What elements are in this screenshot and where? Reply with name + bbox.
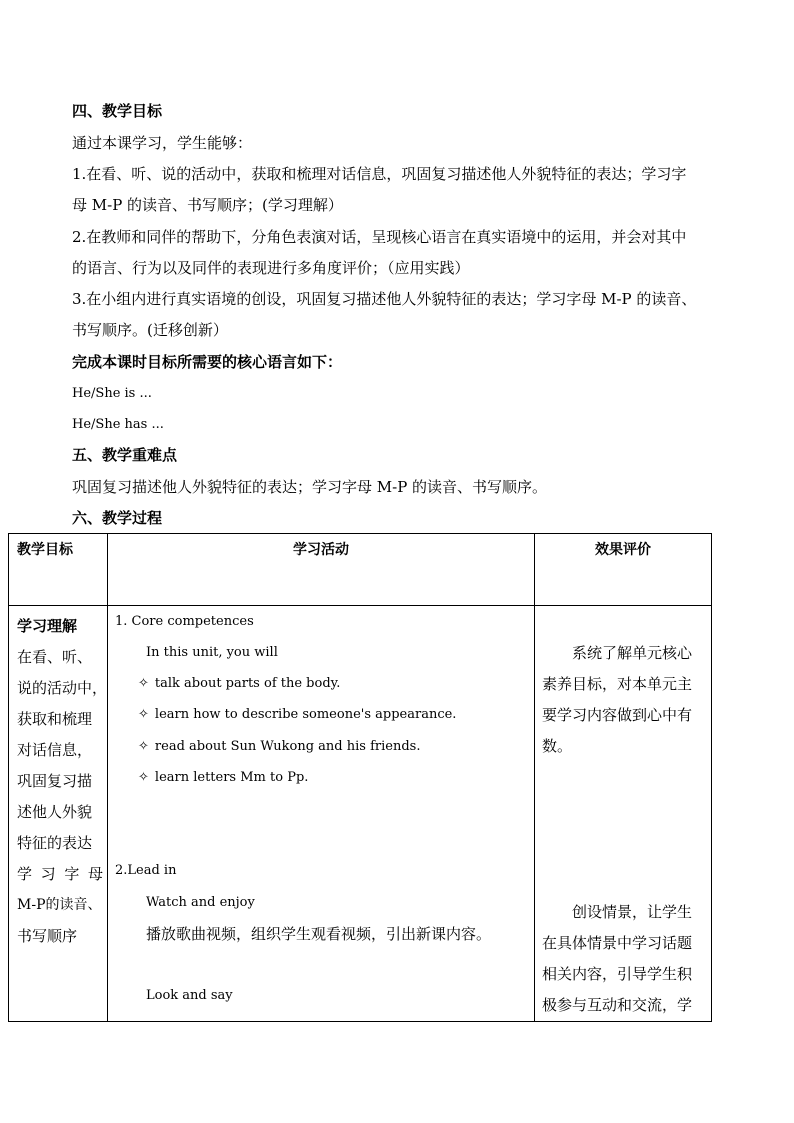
activity-1-intro: In this unit, you will [146, 645, 278, 660]
objective-1-line-2: 母 M-P 的读音、书写顺序；(学习理解） [72, 196, 343, 214]
header-evaluation: 效果评价 [595, 542, 651, 558]
evaluation-2 [542, 897, 706, 1021]
teaching-process-table [8, 533, 712, 1022]
activity-2-sub-1: Watch and enjoy [146, 895, 255, 910]
activity-2-title: 2.Lead in [115, 863, 177, 878]
objective-3-line-2: 书写顺序。(迁移创新） [72, 321, 228, 339]
evaluation-cell [535, 606, 712, 1022]
header-activity: 学习活动 [293, 542, 349, 558]
core-language-1: He/She is ... [72, 386, 152, 401]
header-goal: 教学目标 [17, 542, 73, 558]
evaluation-line: 在具体情景中学习话题 [542, 934, 693, 952]
objectives-intro: 通过本课学习，学生能够： [72, 134, 253, 152]
evaluation-line: 系统了解单元核心 [572, 644, 693, 662]
objective-2-line-1: 2.在教师和同伴的帮助下，分角色表演对话，呈现核心语言在真实语境中的运用，并会对其中 [72, 228, 687, 246]
section-heading-objectives: 四、教学目标 [72, 102, 163, 120]
header-cell-activity [108, 534, 535, 606]
diamond-bullet-icon: ✧ [138, 707, 149, 722]
key-points-text: 巩固复习描述他人外貌特征的表达；学习字母 M-P 的读音、书写顺序。 [72, 478, 548, 496]
list-item [138, 674, 340, 694]
goal-line: M-P的读音、 [17, 897, 102, 913]
objective-2-line-2: 的语言、行为以及同伴的表现进行多角度评价；（应用实践） [72, 259, 470, 277]
list-item-text: talk about parts of the body. [154, 676, 341, 691]
evaluation-line: 创设情景，让学生 [572, 903, 693, 921]
goal-title: 学习理解 [17, 617, 78, 635]
section-heading-key-points: 五、教学重难点 [72, 446, 178, 464]
list-item-text: learn how to describe someone's appearance. [154, 707, 457, 722]
goal-line: 对话信息， [17, 741, 93, 759]
header-cell-evaluation [535, 534, 712, 606]
evaluation-1 [542, 638, 706, 762]
activity-1-title: 1. Core competences [115, 614, 254, 629]
list-item [138, 705, 456, 725]
activity-2-sub-1-text: 播放歌曲视频，组织学生观看视频，引出新课内容。 [146, 925, 492, 943]
table-header-row [9, 534, 712, 606]
table-row [9, 606, 712, 1022]
activity-2-sub-2: Look and say [146, 988, 233, 1003]
evaluation-line: 相关内容，引导学生积 [542, 965, 693, 983]
diamond-bullet-icon: ✧ [138, 770, 149, 785]
goal-line: 获取和梳理 [17, 710, 93, 728]
goal-line: 述他人外貌 [17, 803, 93, 821]
goal-line: 说的活动中， [17, 679, 108, 697]
goal-cell [9, 606, 108, 1022]
header-cell-goal [9, 534, 108, 606]
evaluation-line: 极参与互动和交流，学 [542, 996, 693, 1014]
goal-line: 特征的表达 [17, 834, 93, 852]
core-language-2: He/She has ... [72, 417, 164, 432]
diamond-bullet-icon: ✧ [138, 676, 149, 691]
goal-line: 在看、听、 [17, 648, 93, 666]
core-language-heading: 完成本课时目标所需要的核心语言如下： [72, 353, 343, 371]
goal-line: 巩固复习描 [17, 772, 93, 790]
activity-cell [108, 606, 535, 1022]
evaluation-line: 要学习内容做到心中有 [542, 706, 693, 724]
objective-1-line-1: 1.在看、听、说的活动中，获取和梳理对话信息，巩固复习描述他人外貌特征的表达；学习字 [72, 165, 687, 183]
section-heading-process: 六、教学过程 [72, 509, 163, 527]
objective-3-line-1: 3.在小组内进行真实语境的创设，巩固复习描述他人外貌特征的表达；学习字母 M-P 的读音、 [72, 290, 697, 308]
list-item-text: learn letters Mm to Pp. [154, 770, 309, 785]
evaluation-line: 素养目标，对本单元主 [542, 675, 693, 693]
list-item-text: read about Sun Wukong and his friends. [154, 739, 421, 754]
diamond-bullet-icon: ✧ [138, 739, 149, 754]
goal-line: 学习字母 [17, 865, 103, 883]
list-item [138, 737, 420, 757]
list-item [138, 768, 308, 788]
goal-line: 书写顺序 [17, 927, 78, 945]
evaluation-line: 数。 [542, 737, 573, 755]
